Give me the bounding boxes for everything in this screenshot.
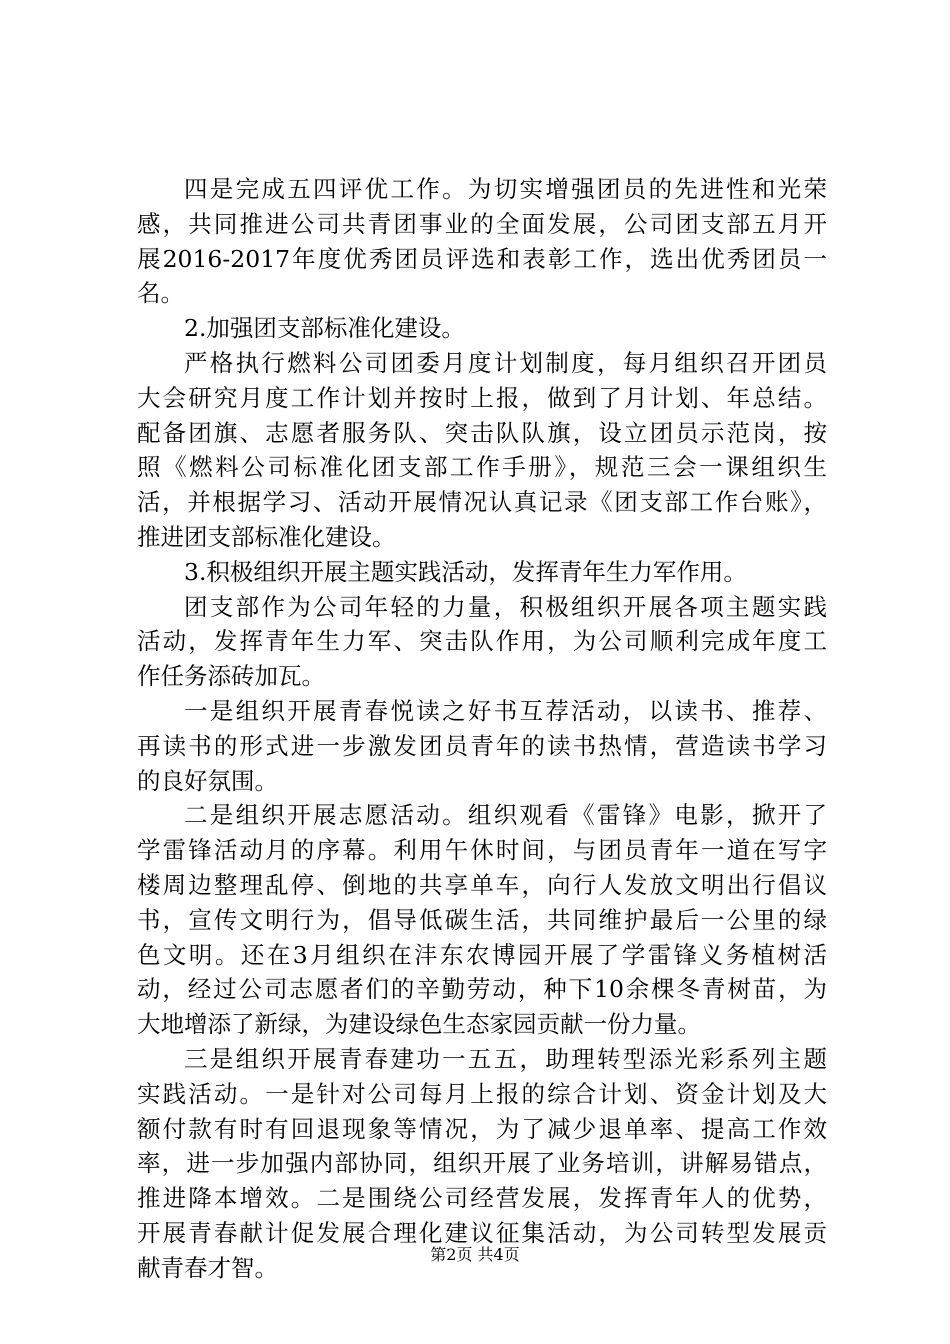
text-line: 书，宣传文明行为，倡导低碳生活，共同维护最后一公里的绿: [137, 905, 827, 934]
text-line: 3.积极组织开展主题实践活动，发挥青年生力军作用。: [184, 557, 747, 586]
text-line: 一是组织开展青春悦读之好书互荐活动，以读书、推荐、: [184, 696, 827, 725]
text-line: 团支部作为公司年轻的力量，积极组织开展各项主题实践: [184, 592, 827, 621]
text-line: 活，并根据学习、活动开展情况认真记录《团支部工作台账》，: [137, 488, 827, 517]
paragraph: [137, 590, 827, 694]
paragraph: [137, 346, 827, 555]
text-line: 三是组织开展青春建功一五五，助理转型添光彩系列主题: [184, 1044, 827, 1073]
text-line: 严格执行燃料公司团委月度计划制度，每月组织召开团员: [184, 348, 827, 377]
text-line: 的良好氛围。: [137, 766, 278, 795]
text-line: 开展青春献计促发展合理化建议征集活动，为公司转型发展贡: [137, 1218, 827, 1247]
text-line: 实践活动。一是针对公司每月上报的综合计划、资金计划及大: [137, 1079, 827, 1108]
text-line: 额付款有时有回退现象等情况，为了减少退单率、提高工作效: [137, 1114, 827, 1143]
paragraph: [137, 798, 827, 1042]
paragraph: [137, 694, 827, 798]
text-line: 动，经过公司志愿者们的辛勤劳动，种下10余棵冬青树苗，为: [137, 975, 827, 1004]
paragraph: [137, 172, 827, 311]
text-line: 色文明。还在3月组织在沣东农博园开展了学雷锋义务植树活: [137, 940, 827, 969]
text-line: 楼周边整理乱停、倒地的共享单车，向行人发放文明出行倡议: [137, 870, 827, 899]
text-line: 再读书的形式进一步激发团员青年的读书热情，营造读书学习: [137, 731, 827, 760]
text-line: 推进降本增效。二是围绕公司经营发展，发挥青年人的优势，: [137, 1184, 827, 1213]
page-number-footer: 第2页 共4页: [430, 1245, 520, 1264]
text-line: 学雷锋活动月的序幕。利用午休时间，与团员青年一道在写字: [137, 836, 827, 865]
text-line: 推进团支部标准化建设。: [137, 522, 396, 551]
text-line: 名。: [137, 279, 184, 308]
text-line: 献青春才智。: [137, 1253, 278, 1282]
document-body: [137, 172, 827, 1286]
text-line: 大会研究月度工作计划并按时上报，做到了月计划、年总结。: [137, 383, 827, 412]
text-line: 2.加强团支部标准化建设。: [184, 314, 465, 343]
text-line: 感，共同推进公司共青团事业的全面发展，公司团支部五月开: [137, 209, 827, 238]
text-line: 四是完成五四评优工作。为切实增强团员的先进性和光荣: [184, 175, 827, 203]
text-line: 二是组织开展志愿活动。组织观看《雷锋》电影，掀开了: [184, 801, 827, 830]
text-line: 活动，发挥青年生力军、突击队作用，为公司顺利完成年度工: [137, 627, 827, 656]
paragraph: [137, 555, 827, 590]
text-line: 作任务添砖加瓦。: [137, 662, 325, 691]
paragraph: [137, 311, 827, 346]
text-line: 大地增添了新绿，为建设绿色生态家园贡献一份力量。: [137, 1010, 701, 1039]
text-line: 率，进一步加强内部协同，组织开展了业务培训，讲解易错点，: [137, 1149, 827, 1178]
text-line: 配备团旗、志愿者服务队、突击队队旗，设立团员示范岗，按: [137, 418, 827, 447]
text-line: 照《燃料公司标准化团支部工作手册》，规范三会一课组织生: [137, 453, 827, 482]
text-line: 展2016-2017年度优秀团员评选和表彰工作，选出优秀团员一: [137, 244, 827, 273]
